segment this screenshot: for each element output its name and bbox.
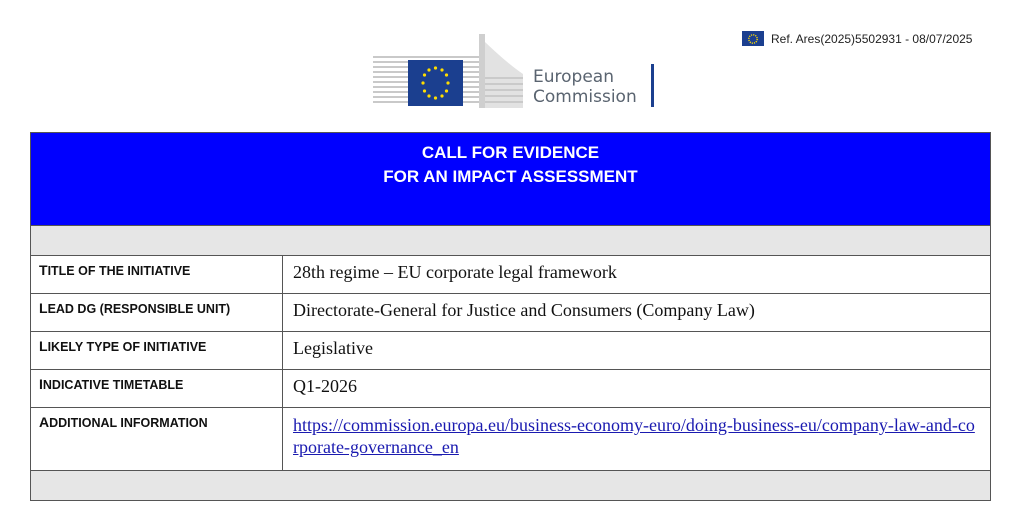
banner-title-line-1: CALL FOR EVIDENCE — [421, 143, 600, 162]
spacer-row — [31, 471, 991, 501]
row-label: ADDITIONAL INFORMATION — [31, 408, 283, 471]
spacer-row — [31, 226, 991, 256]
table-row — [31, 256, 991, 294]
row-value: Legislative — [283, 332, 991, 370]
reference-text: Ref. Ares(2025)5502931 - 08/07/2025 — [771, 31, 973, 46]
table-row — [31, 332, 991, 370]
logo-line-1: European — [533, 67, 614, 87]
table-row — [31, 370, 991, 408]
table-row — [31, 294, 991, 332]
banner — [31, 133, 991, 226]
row-label: LEAD DG (RESPONSIBLE UNIT) — [31, 294, 283, 332]
banner-title-line-2: FOR AN IMPACT ASSESSMENT — [383, 167, 638, 186]
reference-stamp — [742, 31, 972, 46]
row-value — [283, 408, 991, 471]
row-label: LIKELY TYPE OF INITIATIVE — [31, 332, 283, 370]
row-label: INDICATIVE TIMETABLE — [31, 370, 283, 408]
eu-flag-icon — [742, 31, 764, 46]
call-for-evidence-table — [30, 132, 991, 501]
row-value: Directorate-General for Justice and Consumers (Company Law) — [283, 294, 991, 332]
logo-wordmark — [533, 67, 637, 107]
logo-divider — [651, 64, 654, 107]
table-row — [31, 408, 991, 471]
row-value: Q1-2026 — [283, 370, 991, 408]
row-value: 28th regime – EU corporate legal framework — [283, 256, 991, 294]
row-label: TITLE OF THE INITIATIVE — [31, 256, 283, 294]
additional-information-link[interactable]: https://commission.europa.eu/business-economy-euro/doing-business-eu/company-law-and-corporate-governance_en — [293, 415, 975, 457]
logo-line-2: Commission — [533, 87, 637, 107]
